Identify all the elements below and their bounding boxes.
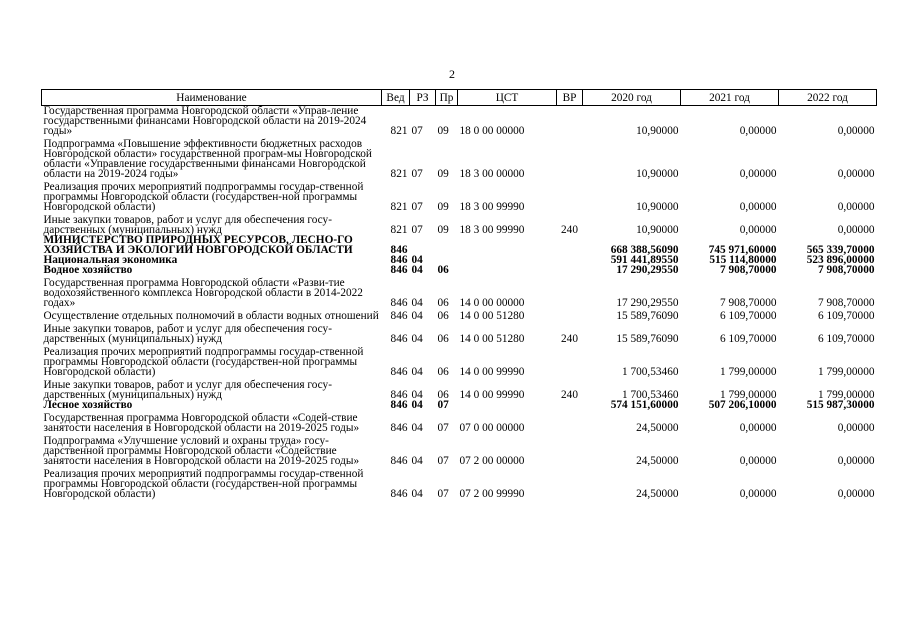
- cell-vr: [557, 255, 583, 265]
- cell-2022: 523 896,00000: [806, 254, 875, 266]
- cell-2021: 0,00000: [739, 224, 777, 236]
- cell-cst: 14 0 00 00000: [459, 297, 525, 309]
- cell-cst: 07 2 00 99990: [459, 488, 525, 500]
- cell-pr: 09: [437, 125, 449, 137]
- cell-cst: 14 0 00 51280: [459, 333, 525, 345]
- cell-rz: 04: [411, 399, 423, 411]
- cell-name: Реализация прочих мероприятий подпрограммы государ-ственной программы Новгородской области (государствен-ной программы Новгородской области): [43, 468, 364, 500]
- cell-vr: 240: [561, 224, 578, 236]
- header-rz: РЗ: [410, 90, 436, 106]
- cell-pr: 09: [437, 168, 449, 180]
- cell-rz: 04: [411, 264, 423, 276]
- page-number: 2: [449, 67, 455, 81]
- cell-cst: [458, 400, 557, 410]
- cell-2022: 6 109,70000: [818, 333, 875, 345]
- cell-pr: [436, 235, 458, 255]
- table-row: [42, 235, 877, 255]
- cell-vr: [557, 136, 583, 179]
- cell-pr: 07: [437, 488, 449, 500]
- cell-pr: 09: [437, 201, 449, 213]
- cell-cst: 14 0 00 51280: [459, 310, 525, 322]
- cell-pr: 07: [437, 455, 449, 467]
- cell-2021: 1 799,00000: [720, 389, 777, 401]
- cell-pr: 07: [437, 399, 449, 411]
- cell-vr: [557, 433, 583, 466]
- cell-vr: [557, 410, 583, 433]
- cell-ved: 821: [390, 168, 408, 180]
- budget-table: [41, 89, 877, 499]
- cell-vr: [557, 235, 583, 255]
- cell-rz: 04: [411, 297, 423, 309]
- cell-ved: 846: [390, 254, 408, 266]
- cell-cst: 18 3 00 99990: [459, 201, 525, 213]
- cell-2021: 507 206,10000: [708, 399, 777, 411]
- cell-ved: 846: [390, 333, 408, 345]
- cell-2022: 0,00000: [837, 422, 875, 434]
- cell-name: Осуществление отдельных полномочий в области водных отношений: [43, 310, 379, 322]
- cell-vr: [557, 344, 583, 377]
- cell-ved: 846: [390, 389, 408, 401]
- table-header-row: [42, 90, 877, 106]
- table-row: [42, 136, 877, 179]
- cell-2022: 0,00000: [837, 455, 875, 467]
- cell-vr: 240: [561, 333, 578, 345]
- table-row: [42, 265, 877, 275]
- cell-cst: 18 3 00 00000: [459, 168, 525, 180]
- cell-ved: 846: [390, 399, 408, 411]
- cell-rz: [410, 235, 436, 255]
- cell-2020: 1 700,53460: [622, 389, 679, 401]
- cell-name: Государственная программа Новгородской области «Управ-ление государственными финансами Новгородской области на 2019-2024 годы»: [43, 105, 367, 137]
- cell-rz: 04: [411, 310, 423, 322]
- cell-name: Государственная программа Новгородской области «Разви-тие водохозяйственного комплекса Новгородской области в 2014-2022 годах»: [43, 277, 363, 309]
- header-vr: ВР: [557, 90, 583, 106]
- cell-ved: 846: [390, 455, 408, 467]
- header-cst: ЦСТ: [458, 90, 557, 106]
- cell-cst: [458, 255, 557, 265]
- cell-2021: 6 109,70000: [720, 310, 777, 322]
- cell-name: Реализация прочих мероприятий подпрограммы государ-ственной программы Новгородской области (государствен-ной программы Новгородской области): [43, 181, 364, 213]
- cell-2021: 0,00000: [739, 455, 777, 467]
- cell-2020: 10,90000: [636, 224, 679, 236]
- cell-ved: 846: [390, 297, 408, 309]
- cell-2020: 10,90000: [636, 125, 679, 137]
- cell-cst: 14 0 00 99990: [459, 389, 525, 401]
- cell-2021: 515 114,80000: [709, 254, 777, 266]
- cell-cst: 18 0 00 00000: [459, 125, 525, 137]
- cell-2020: 668 388,56090: [610, 244, 679, 256]
- table-row: [42, 179, 877, 212]
- cell-vr: [557, 106, 583, 137]
- cell-name: Государственная программа Новгородской области «Содей-ствие занятости населения в Новгородской области на 2019-2025 годы»: [43, 412, 360, 434]
- cell-2021: 745 971,60000: [708, 244, 777, 256]
- cell-ved: 821: [390, 201, 408, 213]
- table-row: [42, 212, 877, 235]
- cell-2022: 0,00000: [837, 224, 875, 236]
- cell-2021: 0,00000: [739, 422, 777, 434]
- cell-cst: 07 0 00 00000: [459, 422, 525, 434]
- cell-rz: 07: [411, 125, 423, 137]
- cell-cst: [458, 265, 557, 275]
- cell-2022: 0,00000: [837, 201, 875, 213]
- cell-cst: 14 0 00 99990: [459, 366, 525, 378]
- cell-rz: 04: [411, 333, 423, 345]
- header-2022: 2022 год: [779, 90, 877, 106]
- cell-ved: 846: [390, 422, 408, 434]
- cell-2022: 0,00000: [837, 488, 875, 500]
- header-2020: 2020 год: [583, 90, 681, 106]
- cell-ved: 821: [390, 125, 408, 137]
- cell-rz: 07: [411, 168, 423, 180]
- table-row: [42, 308, 877, 321]
- table-row: [42, 321, 877, 344]
- table-row: [42, 400, 877, 410]
- table-row: [42, 410, 877, 433]
- cell-2020: 24,50000: [636, 455, 679, 467]
- cell-2020: 24,50000: [636, 488, 679, 500]
- cell-rz: 07: [411, 201, 423, 213]
- header-name: Наименование: [42, 90, 382, 106]
- cell-pr: 06: [437, 333, 449, 345]
- cell-2022: 1 799,00000: [818, 389, 875, 401]
- cell-name: Подпрограмма «Повышение эффективности бюджетных расходов Новгородской области» государственной програм-мы Новгородской области «Управление государственными финансами Новгородской области на 2019-2024 годы»: [43, 138, 372, 180]
- cell-ved: 846: [390, 310, 408, 322]
- cell-2020: 591 441,89550: [610, 254, 679, 266]
- cell-2022: 0,00000: [837, 125, 875, 137]
- cell-rz: 04: [411, 366, 423, 378]
- cell-2020: 15 589,76090: [616, 310, 679, 322]
- cell-name: Иные закупки товаров, работ и услуг для обеспечения госу-дарственных (муниципальных) нужд: [43, 323, 332, 345]
- cell-rz: 07: [411, 224, 423, 236]
- cell-ved: 821: [390, 224, 408, 236]
- cell-2022: 6 109,70000: [818, 310, 875, 322]
- cell-2020: 15 589,76090: [616, 333, 679, 345]
- cell-cst: 07 2 00 00000: [459, 455, 525, 467]
- cell-name: Лесное хозяйство: [43, 399, 133, 411]
- cell-vr: 240: [561, 389, 578, 401]
- table-row: [42, 106, 877, 137]
- cell-ved: 846: [390, 264, 408, 276]
- cell-2020: 10,90000: [636, 168, 679, 180]
- cell-2020: 574 151,60000: [610, 399, 679, 411]
- cell-2021: 0,00000: [739, 488, 777, 500]
- cell-vr: [557, 400, 583, 410]
- cell-name: Иные закупки товаров, работ и услуг для обеспечения госу-дарственных (муниципальных) нужд: [43, 214, 332, 236]
- cell-pr: 07: [437, 422, 449, 434]
- cell-2022: 7 908,70000: [818, 264, 875, 276]
- cell-vr: [557, 466, 583, 499]
- cell-name: Иные закупки товаров, работ и услуг для обеспечения госу-дарственных (муниципальных) нужд: [43, 379, 332, 401]
- header-pr: Пр: [436, 90, 458, 106]
- cell-2021: 7 908,70000: [720, 297, 777, 309]
- cell-2020: 10,90000: [636, 201, 679, 213]
- cell-cst: 18 3 00 99990: [459, 224, 525, 236]
- cell-name: Водное хозяйство: [43, 264, 133, 276]
- cell-2021: 1 799,00000: [720, 366, 777, 378]
- cell-2020: 1 700,53460: [622, 366, 679, 378]
- cell-2022: 515 987,30000: [806, 399, 875, 411]
- cell-pr: 09: [437, 224, 449, 236]
- cell-rz: 04: [411, 389, 423, 401]
- cell-cst: [458, 235, 557, 255]
- cell-vr: [557, 308, 583, 321]
- cell-name: Реализация прочих мероприятий подпрограммы государ-ственной программы Новгородской области (государствен-ной программы Новгородской области): [43, 346, 364, 378]
- cell-2020: 17 290,29550: [616, 297, 679, 309]
- cell-2022: 7 908,70000: [818, 297, 875, 309]
- cell-rz: 04: [411, 254, 423, 266]
- table-row: [42, 377, 877, 400]
- cell-vr: [557, 179, 583, 212]
- cell-pr: 06: [437, 366, 449, 378]
- cell-2020: 24,50000: [636, 422, 679, 434]
- cell-2021: 7 908,70000: [720, 264, 777, 276]
- cell-vr: [557, 275, 583, 308]
- cell-2022: 565 339,70000: [806, 244, 875, 256]
- table-row: [42, 275, 877, 308]
- cell-2022: 0,00000: [837, 168, 875, 180]
- table-row: [42, 344, 877, 377]
- cell-2022: 1 799,00000: [818, 366, 875, 378]
- cell-pr: 06: [437, 297, 449, 309]
- cell-rz: 04: [411, 455, 423, 467]
- cell-rz: 04: [411, 488, 423, 500]
- cell-2021: 0,00000: [739, 125, 777, 137]
- cell-pr: 06: [437, 310, 449, 322]
- header-ved: Вед: [382, 90, 410, 106]
- cell-2021: 6 109,70000: [720, 333, 777, 345]
- cell-2021: 0,00000: [739, 168, 777, 180]
- cell-2020: 17 290,29550: [616, 264, 679, 276]
- header-2021: 2021 год: [681, 90, 779, 106]
- cell-rz: 04: [411, 422, 423, 434]
- cell-ved: 846: [390, 244, 408, 256]
- cell-ved: 846: [390, 366, 408, 378]
- cell-pr: 06: [437, 389, 449, 401]
- table-row: [42, 433, 877, 466]
- cell-name: Национальная экономика: [43, 254, 178, 266]
- cell-pr: 06: [437, 264, 449, 276]
- cell-vr: [557, 265, 583, 275]
- cell-name: МИНИСТЕРСТВО ПРИРОДНЫХ РЕСУРСОВ, ЛЕСНО-ГО ХОЗЯЙСТВА И ЭКОЛОГИИ НОВГОРОДСКОЙ ОБЛАСТИ: [43, 234, 353, 256]
- table-body: [42, 106, 877, 500]
- cell-ved: 846: [390, 488, 408, 500]
- cell-name: Подпрограмма «Улучшение условий и охраны труда» госу-дарственной программы Новгородской области «Содействие занятости населения в Новгородской области на 2019-2025 годы»: [43, 435, 360, 467]
- cell-2021: 0,00000: [739, 201, 777, 213]
- table-row: [42, 466, 877, 499]
